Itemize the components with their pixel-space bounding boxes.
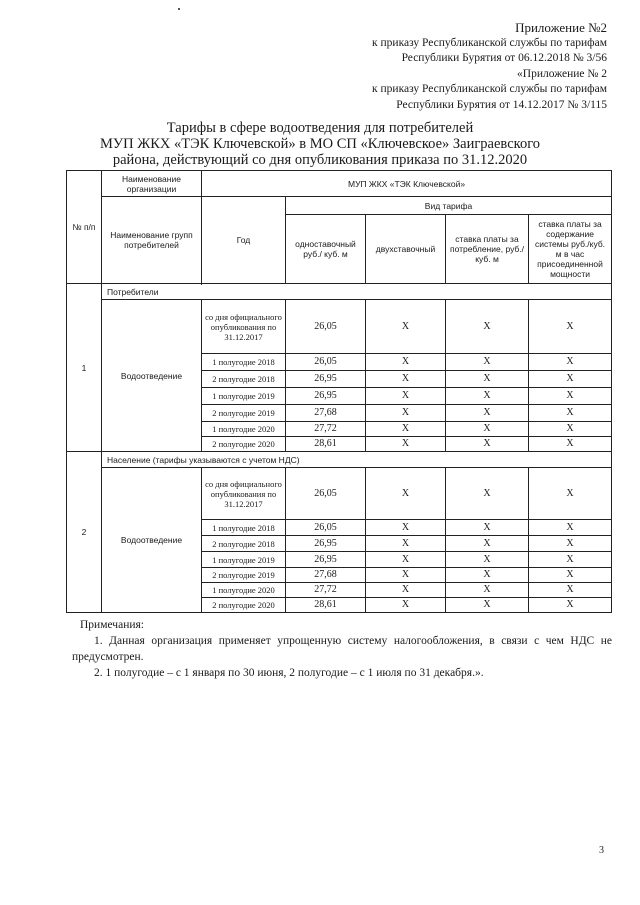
one-rate-cell: 26,95 <box>286 552 366 568</box>
note-2: 2. 1 полугодие – с 1 января по 30 июня, 2 полугодие – с 1 июля по 31 декабря.». <box>94 667 484 679</box>
two-rate-cell: X <box>366 300 446 354</box>
period-cell: 1 полугодие 2020 <box>202 583 286 598</box>
capacity-rate-cell: X <box>529 568 612 583</box>
period-cell: 2 полугодие 2020 <box>202 598 286 613</box>
capacity-rate-cell: X <box>529 300 612 354</box>
period-cell: со дня официального опубликования по 31.12.2017 <box>202 300 286 354</box>
col-year-header: Год <box>202 197 286 284</box>
period-cell: 2 полугодие 2018 <box>202 536 286 552</box>
one-rate-cell: 28,61 <box>286 598 366 613</box>
document-header <box>372 20 607 113</box>
section-2-label: Население (тарифы указываются с учетом НДС) <box>102 452 612 468</box>
two-rate-cell: X <box>366 520 446 536</box>
header-line-3: Республики Бурятия от 06.12.2018 № 3/56 <box>401 52 607 64</box>
one-rate-cell: 26,95 <box>286 536 366 552</box>
usage-rate-cell: X <box>446 552 529 568</box>
usage-rate-cell: X <box>446 388 529 405</box>
title-line-1: Тарифы в сфере водоотведения для потребителей <box>166 120 474 136</box>
two-rate-cell: X <box>366 598 446 613</box>
header-line-5: к приказу Республиканской службы по тарифам <box>372 83 607 95</box>
one-rate-cell: 26,05 <box>286 300 366 354</box>
capacity-rate-cell: X <box>529 354 612 371</box>
period-cell: 2 полугодие 2020 <box>202 437 286 452</box>
header-line-6: Республики Бурятия от 14.12.2017 № 3/115 <box>396 98 607 111</box>
two-rate-cell: X <box>366 422 446 437</box>
usage-rate-cell: X <box>446 520 529 536</box>
capacity-rate-cell: X <box>529 405 612 422</box>
usage-rate-cell: X <box>446 300 529 354</box>
section-1-service: Водоотведение <box>102 300 202 452</box>
two-rate-cell: X <box>366 405 446 422</box>
header-row-2 <box>67 197 612 215</box>
one-rate-cell: 26,95 <box>286 371 366 388</box>
capacity-rate-cell: X <box>529 437 612 452</box>
section-2-service: Водоотведение <box>102 468 202 613</box>
notes-heading: Примечания: <box>80 619 144 631</box>
usage-rate-cell: X <box>446 371 529 388</box>
capacity-rate-cell: X <box>529 388 612 405</box>
title-line-2: МУП ЖКХ «ТЭК Ключевской» в МО СП «Ключевское» Заиграевского <box>99 136 541 152</box>
tariff-table <box>66 170 612 613</box>
period-cell: 1 полугодие 2019 <box>202 388 286 405</box>
two-rate-cell: X <box>366 552 446 568</box>
capacity-rate-cell: X <box>529 468 612 520</box>
title-line-3: района, действующий со дня опубликования приказа по 31.12.2020 <box>112 152 528 168</box>
period-cell: 1 полугодие 2018 <box>202 520 286 536</box>
period-cell: 1 полугодие 2020 <box>202 422 286 437</box>
capacity-rate-cell: X <box>529 371 612 388</box>
section-1-label-row <box>67 284 612 300</box>
one-rate-cell: 26,95 <box>286 388 366 405</box>
usage-rate-cell: X <box>446 536 529 552</box>
col-org-header: Наименование организации <box>102 171 202 197</box>
usage-rate-cell: X <box>446 583 529 598</box>
section-2-number: 2 <box>67 452 102 613</box>
usage-rate-cell: X <box>446 468 529 520</box>
header-row-1 <box>67 171 612 197</box>
two-rate-cell: X <box>366 354 446 371</box>
header-line-4: «Приложение № 2 <box>517 67 607 80</box>
one-rate-cell: 27,72 <box>286 422 366 437</box>
header-line-2: к приказу Республиканской службы по тарифам <box>372 36 607 49</box>
section-1-label: Потребители <box>102 284 612 300</box>
period-cell: 2 полугодие 2018 <box>202 371 286 388</box>
two-rate-cell: X <box>366 437 446 452</box>
org-name: МУП ЖКХ «ТЭК Ключевской» <box>202 171 612 197</box>
capacity-rate-cell: X <box>529 598 612 613</box>
period-cell: со дня официального опубликования по 31.12.2017 <box>202 468 286 520</box>
period-cell: 1 полугодие 2019 <box>202 552 286 568</box>
document-title <box>40 120 600 168</box>
note-1: 1. Данная организация применяет упрощенную систему налогообложения, в связи с чем НДС не предусмотрен. <box>72 635 612 663</box>
col-groups-header: Наименование групп потребителей <box>102 197 202 284</box>
capacity-rate-cell: X <box>529 583 612 598</box>
page-number: 3 <box>599 845 604 856</box>
section-1-number: 1 <box>67 284 102 452</box>
col-capacity-rate-header: ставка платы за содержание системы руб./куб. м в час присоединенной мощности <box>529 215 612 284</box>
notes-block <box>72 617 612 681</box>
one-rate-cell: 27,72 <box>286 583 366 598</box>
period-cell: 2 полугодие 2019 <box>202 568 286 583</box>
scan-speck <box>178 8 180 10</box>
one-rate-cell: 26,05 <box>286 468 366 520</box>
one-rate-cell: 26,05 <box>286 520 366 536</box>
usage-rate-cell: X <box>446 598 529 613</box>
usage-rate-cell: X <box>446 568 529 583</box>
capacity-rate-cell: X <box>529 536 612 552</box>
one-rate-cell: 27,68 <box>286 568 366 583</box>
one-rate-cell: 27,68 <box>286 405 366 422</box>
two-rate-cell: X <box>366 468 446 520</box>
col-two-rate-header: двухставочный <box>366 215 446 284</box>
two-rate-cell: X <box>366 568 446 583</box>
col-usage-rate-header: ставка платы за потребление, руб./ куб. м <box>446 215 529 284</box>
one-rate-cell: 28,61 <box>286 437 366 452</box>
col-num-header: № п/п <box>67 171 102 284</box>
two-rate-cell: X <box>366 583 446 598</box>
two-rate-cell: X <box>366 388 446 405</box>
usage-rate-cell: X <box>446 437 529 452</box>
capacity-rate-cell: X <box>529 520 612 536</box>
period-cell: 2 полугодие 2019 <box>202 405 286 422</box>
usage-rate-cell: X <box>446 354 529 371</box>
capacity-rate-cell: X <box>529 552 612 568</box>
appendix-label: Приложение №2 <box>515 20 607 35</box>
table-row <box>67 468 612 520</box>
two-rate-cell: X <box>366 536 446 552</box>
usage-rate-cell: X <box>446 422 529 437</box>
capacity-rate-cell: X <box>529 422 612 437</box>
col-one-rate-header: одноставочный руб./ куб. м <box>286 215 366 284</box>
period-cell: 1 полугодие 2018 <box>202 354 286 371</box>
table-row <box>67 300 612 354</box>
tariff-type-header: Вид тарифа <box>286 197 612 215</box>
section-2-label-row <box>67 452 612 468</box>
one-rate-cell: 26,05 <box>286 354 366 371</box>
two-rate-cell: X <box>366 371 446 388</box>
usage-rate-cell: X <box>446 405 529 422</box>
